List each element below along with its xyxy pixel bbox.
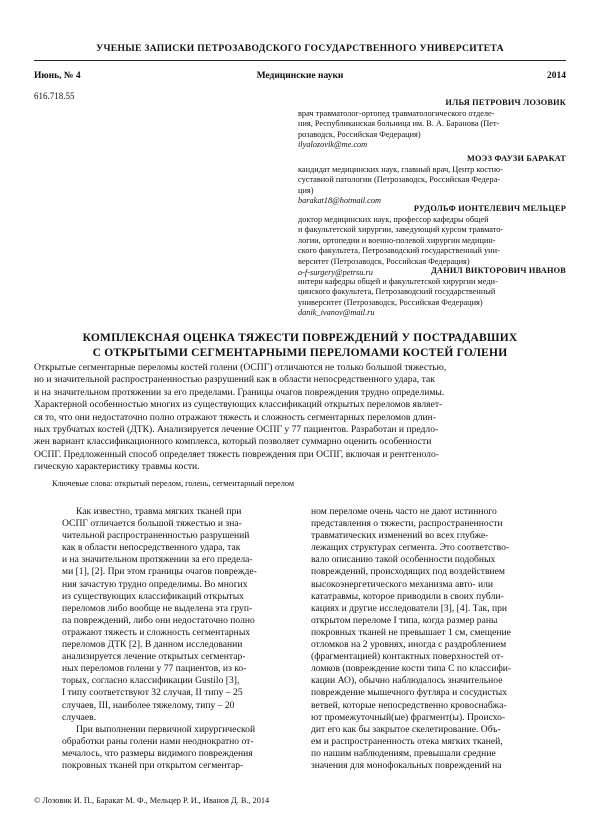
body-column-left — [62, 506, 317, 772]
author-affiliation-line: интерн кафедры общей и факультетской хирургии меди- — [298, 276, 498, 286]
body-line: ОСПГ отличается большой тяжестью и зна- — [62, 518, 242, 530]
author-block — [298, 154, 566, 207]
copyright-footer: © Лозовик И. П., Баракат М. Ф., Мельцер Р. И., Иванов Д. В., 2014 — [34, 796, 270, 805]
body-line: ми [1], [2]. При этом границы очагов поврежде- — [62, 566, 257, 578]
abstract-line: жен вариант классификационного комплекса, который позволяет суммарно оценить особенности — [34, 436, 432, 448]
author-affiliation-line: суставной патологии (Петрозаводск, Российская Федера- — [298, 175, 501, 185]
body-line: переломов ДТК [2]. В данном исследовании — [62, 639, 243, 651]
body-line: значения для монофокальных повреждений на — [311, 759, 502, 771]
body-line: случаев, III, наиболее тяжелому, типу – 20 — [62, 699, 235, 711]
body-line: лежащих структурах сегмента. Это соответство- — [311, 542, 510, 554]
abstract-line: ся то, что они недостаточно полно отражают тяжесть и сложность сегментарных переломов длин- — [34, 411, 436, 423]
author-name: ИЛЬЯ ПЕТРОВИЧ ЛОЗОВИК — [445, 98, 566, 107]
body-line: переломов либо вообще не выделена эта груп- — [62, 602, 253, 614]
body-line: па повреждений, либо они недостаточно полно — [62, 614, 255, 626]
journal-title: УЧЕНЫЕ ЗАПИСКИ ПЕТРОЗАВОДСКОГО ГОСУДАРСТВЕННОГО УНИВЕРСИТЕТА — [96, 43, 504, 54]
article-title-line: КОМПЛЕКСНАЯ ОЦЕНКА ТЯЖЕСТИ ПОВРЕЖДЕНИЙ У ПОСТРАДАВШИХ — [82, 332, 518, 344]
author-block — [298, 98, 566, 151]
author-email[interactable]: danik_ivanov@mail.ru — [298, 308, 375, 318]
body-line: (фрагментацией) контактных поверхностей от- — [311, 651, 504, 663]
body-line: отломков на 2 уровнях, иногда с раздроблением — [311, 639, 507, 651]
body-line: и на значительном протяжении за его предела- — [62, 554, 253, 566]
author-name: РУДОЛЬФ ИОНТЕЛЕВИЧ МЕЛЬЦЕР — [413, 204, 566, 213]
abstract-line: Характерной особенностью многих из существующих классификаций открытых переломов являет- — [34, 399, 443, 411]
author-affiliation-line: и факультетской хирургии, заведующий курсом травмато- — [298, 225, 504, 235]
abstract-line: ных трубчатых костей (ДТК). Анализируется лечение ОСПГ у 77 пациентов. Разработан и предло- — [34, 424, 439, 436]
author-affiliation-line: розаводск, Российская Федерация) — [298, 129, 421, 139]
author-email[interactable]: barakat18@hotmail.com — [298, 196, 381, 206]
body-line: повреждение мышечного футляра и сосудистых — [311, 687, 508, 699]
author-affiliation-line: ского факультета, Петрозаводский государственный уни- — [298, 246, 500, 256]
author-affiliation-line: цинского факультета, Петрозаводский государственный — [298, 287, 496, 297]
body-line: как в области непосредственного удара, так — [62, 542, 241, 554]
body-line: ния зачастую трудно определимы. Во многих — [62, 578, 248, 590]
body-line: ем и распространенность отека мягких тканей, — [311, 735, 503, 747]
article-title-line: С ОТКРЫТЫМИ СЕГМЕНТАРНЫМИ ПЕРЕЛОМАМИ КОСТЕЙ ГОЛЕНИ — [92, 347, 508, 359]
abstract-line: гическую характеристику травмы кости. — [34, 461, 200, 473]
body-line: ном переломе очень часто не дают истинного — [311, 506, 497, 517]
author-affiliation-line: ция) — [298, 185, 314, 195]
author-affiliation-line: верситет (Петрозаводск, Российская Федерация) — [298, 256, 470, 266]
body-line: высокоэнергетического механизма авто- или — [311, 578, 494, 590]
author-affiliation-line: кандидат медицинских наук, главный врач, Центр костно- — [298, 164, 503, 174]
body-line: I типу соответствуют 32 случая, II типу – 25 — [62, 687, 243, 699]
body-line: покровных тканей при открытом сегментар- — [62, 759, 244, 771]
body-column-right — [311, 506, 566, 772]
body-line: анализируется лечение открытых сегментар- — [62, 651, 246, 663]
body-line: ветвей, которые непосредственно кровоснабжа- — [311, 699, 507, 711]
year-label: 2014 — [547, 71, 566, 81]
keywords: Ключевые слова: открытый перелом, голень, сегментарный перелом — [52, 479, 295, 488]
author-affiliation-line: доктор медицинских наук, профессор кафедры общей — [298, 214, 489, 224]
body-line: открытом переломе I типа, когда размер раны — [311, 614, 498, 626]
body-line: по нашим наблюдениям, превышали средние — [311, 747, 496, 759]
abstract-line: и на значительном протяжении за его пределами. Границы очагов повреждения трудно определимы. — [34, 386, 445, 398]
header-rule — [34, 60, 566, 61]
body-line: повреждений, происходящих под воздействием — [311, 566, 505, 578]
author-block — [298, 266, 566, 319]
author-affiliation-line: врач травматолог-ортопед травматологического отделе- — [298, 108, 495, 118]
author-affiliation-line: логии, ортопедии и военно-полевой хирургии медицин- — [298, 235, 496, 245]
body-line: покровных тканей не превышает 1 см, смещение — [311, 626, 511, 638]
body-line: травматических изменений во всех глубже- — [311, 530, 489, 542]
body-line: отражают тяжесть и сложность сегментарных — [62, 626, 251, 638]
body-line: дит его как бы закрытое скелетирование. Объ- — [311, 723, 501, 735]
body-line: обработки раны голени нами неоднократно от- — [62, 735, 254, 747]
body-line: При выполнении первичной хирургической — [76, 723, 256, 735]
abstract — [34, 362, 566, 474]
body-line: Как известно, травма мягких тканей при — [76, 506, 242, 517]
author-affiliation-line: университет (Петрозаводск, Российская Федерация) — [298, 297, 483, 307]
abstract-line: ОСПГ. Предложенный способ определяет тяжесть повреждения при ОСПГ, включая и рентгеноло- — [34, 448, 439, 460]
author-email[interactable]: o-f-surgery@petrsu.ru — [298, 267, 373, 277]
body-line: ных переломов голени у 77 пациентов, из ко- — [62, 663, 247, 675]
author-affiliation-line: ния, Республиканская больница им. В. А. Баранова (Пет- — [298, 119, 500, 129]
body-line: случаев. — [62, 711, 97, 723]
body-line: торых, согласно классификации Gustilo [3], — [62, 675, 240, 687]
body-line: кататравмы, которое приводили в своих публи- — [311, 590, 504, 602]
author-email[interactable]: ilyalozovik@me.com — [298, 140, 368, 150]
body-line: вало описанию такой особенности подобных — [311, 554, 496, 566]
article-title — [34, 331, 566, 361]
abstract-line: Открытые сегментарные переломы костей голени (ОСПГ) отличаются не только большой тяжестью, — [34, 362, 447, 373]
body-line: кациях и другие исследователи [3], [4]. Так, при — [311, 602, 508, 614]
udc-code: 616.718.55 — [34, 91, 75, 101]
section-label: Медицинские науки — [256, 71, 344, 81]
body-line: кации АО), обычно наблюдалось значительное — [311, 675, 503, 687]
body-line: из существующих классификаций открытых — [62, 590, 244, 602]
body-line: мечалось, что размеры видимого повреждения — [62, 747, 253, 759]
body-line: ломков (повреждение кости типа С по классифи- — [311, 663, 512, 675]
issue-label: Июнь, № 4 — [34, 71, 81, 81]
abstract-line: но и значительной распространенностью разрушений как в области непосредственного удара, так — [34, 374, 435, 386]
body-line: представления о тяжести, распространенности — [311, 518, 503, 530]
body-line: ют промежуточный(ые) фрагмент(ы). Происхо- — [311, 711, 506, 723]
author-name: МОЭЗ ФАУЗИ БАРАКАТ — [467, 154, 566, 163]
body-line: чительной распространенностью разрушений — [62, 530, 250, 542]
author-name: ДАНИЛ ВИКТОРОВИЧ ИВАНОВ — [431, 266, 566, 275]
